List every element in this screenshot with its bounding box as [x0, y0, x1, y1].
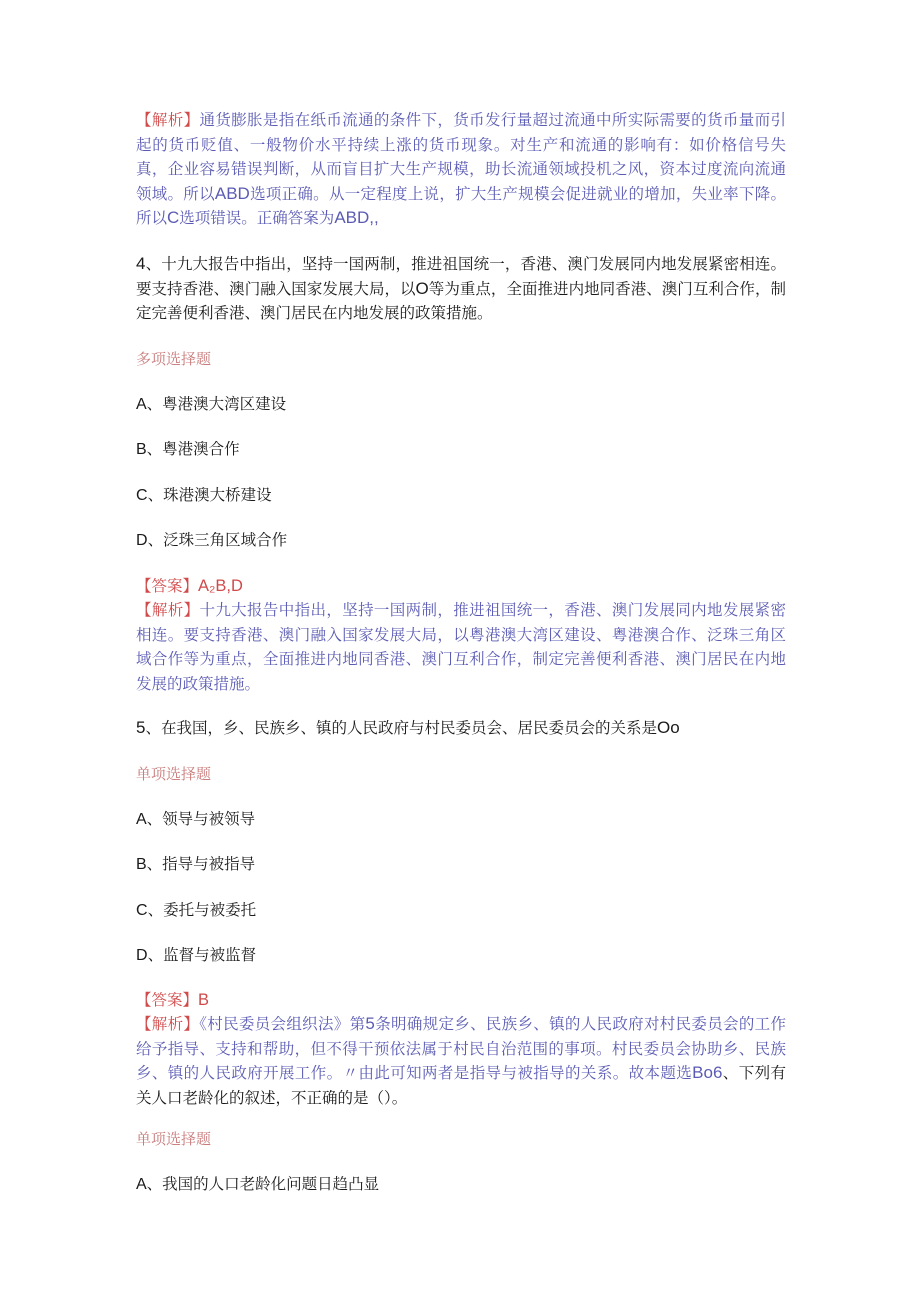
analysis-text: 通货膨胀是指在纸币流通的条件下，货币发行量超过流通中所实际需要的货币量而引起的货币贬值、一般物价水平持续上涨的货币现象。对生产和流通的影响有：如价格信号失真，企业容易错误判断，从而盲目扩大生产规模，助长流通领域投机之风，资本过度流向流通领域。所以: [136, 111, 786, 203]
question-text: 等为重点，全面推进内地同香港、澳门互利合作，制定完善便利香港、澳门居民在内地发展的政策措施。: [136, 279, 786, 322]
answer-tag: 【答案】: [136, 577, 199, 595]
option-a[interactable]: A、我国的人口老龄化问题日趋凸显: [136, 1175, 380, 1193]
analysis-tag: 【解析】: [136, 601, 200, 619]
question-blank: O: [415, 278, 429, 298]
option-b[interactable]: B、粤港澳合作: [136, 440, 240, 458]
analysis-paragraph-q5: [136, 1012, 786, 1110]
question-5: [136, 716, 786, 741]
option-b[interactable]: B、指导与被指导: [136, 855, 256, 873]
analysis-paragraph-q3: [136, 108, 786, 231]
answer-tag: 【答案】: [136, 991, 199, 1009]
question-6-text: 、下列有关人口老龄化的叙述，不正确的是（）。: [136, 1064, 786, 1107]
option-a[interactable]: A、领导与被领导: [136, 810, 256, 828]
option-a[interactable]: A、粤港澳大湾区建设: [136, 395, 287, 413]
answer-value: B: [198, 991, 210, 1009]
analysis-tag: 【解析】: [136, 111, 200, 129]
question-4: [136, 252, 786, 326]
question-type-label: 单项选择题: [136, 765, 212, 783]
answer-line-q5: [136, 988, 786, 1012]
option-c[interactable]: C、珠港澳大桥建设: [136, 486, 272, 504]
question-text: 、在我国，乡、民族乡、镇的人民政府与村民委员会、居民委员会的关系是: [145, 719, 657, 737]
analysis-text: 5: [365, 1014, 375, 1033]
analysis-text: 选项错误。正确答案为: [179, 209, 335, 227]
option-c[interactable]: C、委托与被委托: [136, 901, 257, 919]
option-d[interactable]: D、监督与被监督: [136, 946, 257, 964]
question-text: 、十九大报告中指出，坚持一国两制，推进祖国统一，香港、澳门发展同内地发展紧密相连。要支持香港、澳门融入国家发展大局，以: [136, 255, 786, 298]
analysis-text: 十九大报告中指出，坚持一国两制，推进祖国统一，香港、澳门发展同内地发展紧密相连。要支持香港、澳门融入国家发展大局，以粤港澳大湾区建设、粤港澳合作、泛珠三角区域合作等为重点，全面推进内地同香港、澳门互利合作，制定完善便利香港、澳门居民在内地发展的政策措施。: [136, 601, 786, 693]
analysis-text: 《村民委员会组织法》第: [199, 1015, 366, 1033]
answer-value: A₂B,D: [198, 577, 243, 595]
analysis-text: Bo6: [692, 1063, 723, 1082]
question-blank: Oo: [656, 718, 680, 737]
analysis-paragraph-q4: [136, 598, 786, 696]
question-type-label: 单项选择题: [136, 1130, 212, 1148]
answer-line-q4: [136, 574, 786, 598]
option-d[interactable]: D、泛珠三角区域合作: [136, 531, 288, 549]
analysis-text: ABD,,: [334, 208, 379, 227]
analysis-text: 选项正确。从一定程度上说，扩大生产规模会促进就业的增加，失业率下降。所以: [136, 184, 786, 227]
analysis-text: 条明确规定乡、民族乡、镇的人民政府对村民委员会的工作给予指导、支持和帮助，但不得干预依法属于村民自治范围的事项。村民委员会协助乡、民族乡、镇的人民政府开展工作。〃由此可知两者是指导与被指导的关系。故本题选: [136, 1015, 786, 1082]
question-type-label: 多项选择题: [136, 350, 212, 368]
analysis-text: ABD: [214, 183, 250, 203]
question-number: 5: [136, 718, 146, 737]
analysis-text: C: [167, 208, 180, 227]
analysis-tag: 【解析】: [136, 1015, 200, 1033]
question-number: 4: [136, 254, 146, 273]
